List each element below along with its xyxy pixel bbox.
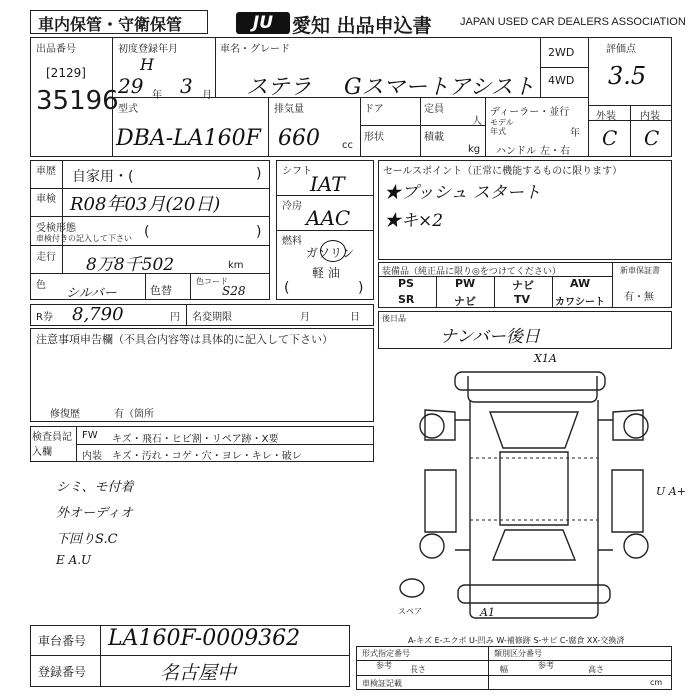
selling-points-label: セールスポイント（正常に機能するものに限ります） bbox=[383, 166, 623, 177]
drive-4wd: 4WD bbox=[548, 74, 575, 87]
inspector-note-4: E A.U bbox=[56, 553, 92, 567]
capacity-label: 定員 bbox=[424, 104, 444, 115]
displacement-unit: cc bbox=[342, 140, 353, 151]
handle-label: ハンドル bbox=[496, 146, 536, 157]
color-value: シルバー bbox=[66, 286, 117, 301]
recycle-yen: 円 bbox=[170, 312, 180, 323]
damage-mark-front: X1A bbox=[534, 352, 557, 365]
association-name: JAPAN USED CAR DEALERS ASSOCIATION bbox=[460, 16, 686, 28]
ref-label-2: 参考 bbox=[538, 661, 554, 670]
recycle-value: 8,790 bbox=[72, 304, 124, 325]
history-close: ) bbox=[256, 166, 262, 182]
ref-label-1: 参考 bbox=[376, 661, 392, 670]
color-change-label: 色替 bbox=[150, 284, 172, 297]
rear-item-label: 後日品 bbox=[382, 314, 406, 323]
score-value: 3.5 bbox=[608, 62, 647, 90]
load-label: 積載 bbox=[424, 132, 444, 143]
fuel-option-diesel: 軽 油 bbox=[312, 266, 340, 280]
model-year-label: モデル年式 bbox=[490, 118, 514, 136]
inspector-note-2: 外オーディオ bbox=[56, 506, 133, 521]
inspector-label: 検査員記入欄 bbox=[32, 432, 72, 458]
width-label: 幅 bbox=[500, 665, 508, 674]
storage-tag: 車内保管・守衛保管 bbox=[38, 15, 183, 34]
drive-2wd: 2WD bbox=[548, 46, 575, 59]
registration-month-unit: 月 bbox=[202, 90, 212, 101]
exterior-grade: C bbox=[602, 126, 618, 150]
lot-label: 出品番号 bbox=[36, 44, 76, 55]
format-label: 形式指定番号 bbox=[362, 649, 410, 658]
height-label: 高さ bbox=[588, 665, 604, 674]
equip-seat: カワシート bbox=[555, 297, 605, 308]
equipment-label: 装備品（純正品に限り◎をつけてください） bbox=[382, 267, 561, 277]
displacement-label: 排気量 bbox=[274, 104, 304, 115]
damage-legend: A-キズ E-エクボ U-凹み W-補修跡 S-サビ C-腐食 XX-交換済 bbox=[408, 636, 625, 645]
shift-value: IAT bbox=[310, 172, 345, 196]
interior-label: 内装 bbox=[640, 111, 660, 122]
mileage-value: 8万8千502 bbox=[86, 255, 175, 275]
chassis-label: 車台番号 bbox=[38, 634, 87, 648]
inspector-row2-head: 内装 bbox=[82, 451, 102, 462]
warranty-value: 有・無 bbox=[624, 292, 654, 303]
car-grade: Gスマートアシスト bbox=[344, 75, 535, 100]
accept-label: 受検形態 bbox=[36, 223, 76, 234]
inspector-row1: キズ・飛石・ヒビ割・リペア跡・X要 bbox=[112, 434, 279, 445]
cm-unit: cm bbox=[650, 678, 663, 687]
selling-point-2: ★キ×2 bbox=[384, 211, 444, 231]
load-unit: kg bbox=[468, 144, 481, 155]
aircon-label: 冷房 bbox=[282, 201, 302, 212]
equip-pw: PW bbox=[455, 277, 476, 290]
spare-label: スペア bbox=[398, 607, 422, 616]
fuel-option-gasoline: ガソリン bbox=[306, 246, 355, 260]
equip-tv: TV bbox=[514, 293, 531, 306]
accept-close: ) bbox=[256, 224, 262, 240]
shaken-label: 車検 bbox=[36, 194, 56, 205]
transfer-month: 月 bbox=[300, 312, 310, 323]
class-label: 類別区分番号 bbox=[494, 649, 542, 658]
handle-options: 左・右 bbox=[540, 146, 570, 157]
mileage-label: 走行 bbox=[36, 252, 56, 263]
inspector-note-1: シミ、モ付着 bbox=[56, 480, 134, 495]
aircon-value: AAC bbox=[306, 206, 351, 230]
transfer-label: 名変期限 bbox=[192, 312, 232, 323]
capacity-unit: 人 bbox=[472, 116, 482, 127]
warranty-label: 新車保証書 bbox=[620, 266, 660, 275]
reg-value: 名古屋中 bbox=[160, 662, 237, 684]
accept-open: ( bbox=[144, 224, 150, 240]
inspector-note-3: 下回りS.C bbox=[56, 532, 118, 547]
lot-code: [2129] bbox=[46, 66, 86, 80]
registration-month: 3 bbox=[180, 74, 193, 98]
rear-item-note: ナンバー後日 bbox=[440, 327, 540, 347]
mileage-unit: km bbox=[228, 260, 244, 271]
car-name: ステラ bbox=[246, 75, 312, 100]
fuel-label: 燃料 bbox=[282, 236, 302, 247]
reg-cert-label: 車検証記載 bbox=[362, 679, 402, 688]
displacement-value: 660 bbox=[278, 126, 320, 151]
registration-label: 初度登録年月 bbox=[118, 44, 178, 55]
model-value: DBA-LA160F bbox=[116, 126, 261, 151]
inspector-row1-head: FW bbox=[82, 430, 98, 441]
equip-ps: PS bbox=[398, 277, 414, 290]
damage-mark-rear: A1 bbox=[480, 606, 495, 619]
exterior-label: 外装 bbox=[596, 111, 616, 122]
equip-sr: SR bbox=[398, 293, 415, 306]
length-label: 長さ bbox=[410, 665, 426, 674]
color-code-label: 色コード bbox=[196, 277, 228, 286]
registration-era: H bbox=[140, 55, 154, 74]
car-name-label: 車名・グレード bbox=[220, 44, 290, 55]
recycle-label: R券 bbox=[36, 312, 53, 323]
accept-note: 車検付きの記入して下さい bbox=[36, 234, 132, 243]
shift-label: シフト bbox=[282, 166, 312, 177]
equip-aw: AW bbox=[570, 277, 591, 290]
color-code-value: S28 bbox=[222, 284, 246, 298]
color-label: 色 bbox=[36, 280, 46, 291]
equip-navi: ナビ bbox=[454, 295, 476, 308]
repair-label: 修復歴 bbox=[50, 409, 80, 420]
history-value: 自家用・( bbox=[72, 169, 134, 185]
dealer-label: ディーラー・並行 bbox=[490, 107, 570, 118]
inspector-row2: キズ・汚れ・コゲ・穴・ヨレ・キレ・破レ bbox=[112, 451, 302, 462]
model-year-unit: 年 bbox=[570, 128, 580, 139]
notes-label: 注意事項申告欄（不具合内容等は具体的に記入して下さい） bbox=[36, 333, 333, 346]
fuel-paren-close: ) bbox=[358, 280, 364, 296]
door-label: ドア bbox=[364, 104, 384, 115]
registration-year: 29 bbox=[118, 74, 144, 98]
interior-grade: C bbox=[644, 126, 660, 150]
ju-logo-text: JU bbox=[252, 13, 274, 33]
history-label: 車歴 bbox=[36, 166, 56, 177]
fuel-paren-open: ( bbox=[284, 280, 290, 296]
form-title: 愛知 出品申込書 bbox=[292, 15, 432, 37]
reg-label: 登録番号 bbox=[38, 665, 87, 679]
repair-value: 有（箇所 bbox=[114, 409, 154, 420]
registration-year-unit: 年 bbox=[152, 90, 162, 101]
equip-top-navi: ナビ bbox=[512, 279, 534, 292]
transfer-day: 日 bbox=[350, 312, 360, 323]
selling-point-1: ★プッシュ スタート bbox=[384, 183, 541, 203]
score-label: 評価点 bbox=[606, 44, 636, 55]
lot-number: 35196 bbox=[36, 86, 119, 116]
shape-label: 形状 bbox=[364, 132, 384, 143]
model-label: 型式 bbox=[118, 104, 138, 115]
chassis-value: LA160F-0009362 bbox=[108, 626, 301, 651]
shaken-value: R08年03月(20日) bbox=[70, 194, 221, 215]
damage-mark-side: U A+ bbox=[656, 485, 686, 498]
